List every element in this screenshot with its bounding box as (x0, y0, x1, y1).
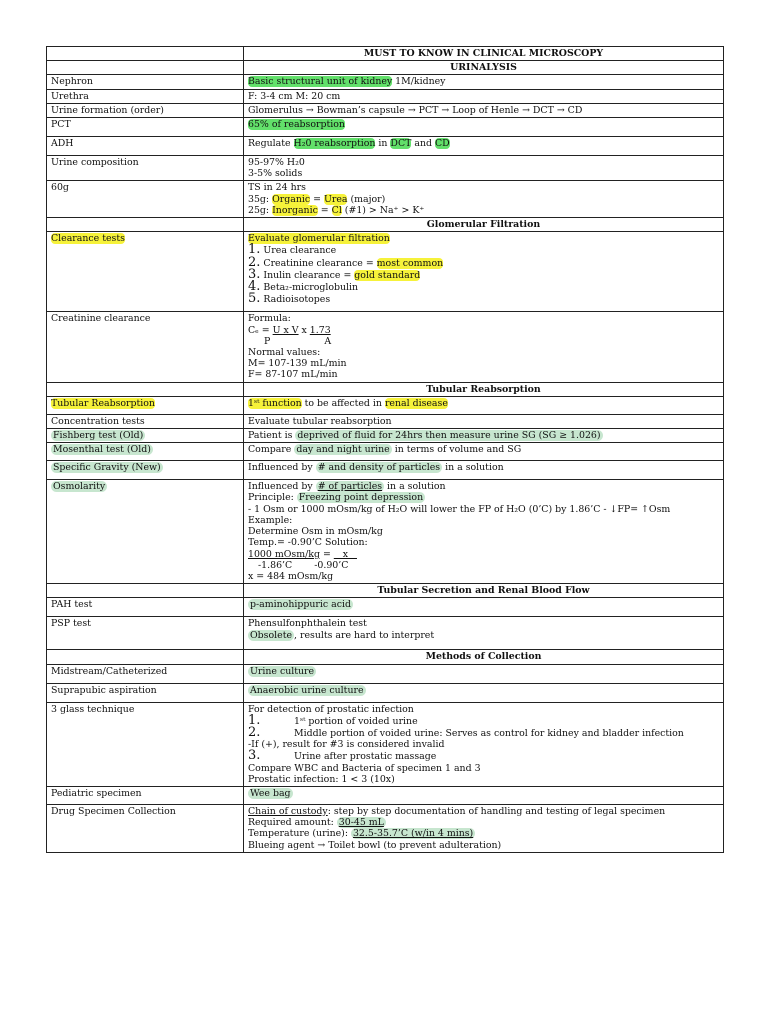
document-title: MUST TO KNOW IN CLINICAL MICROSCOPY (244, 47, 724, 61)
row-psp-test: PSP test Phensulfonphthalein test Obsolete , results are hard to interpret (47, 617, 724, 650)
row-urethra: Urethra F: 3-4 cm M: 20 cm (47, 89, 724, 103)
row-drug-specimen: Drug Specimen Collection Chain of custody: step by step documentation of handling and testing of legal specimen Required amount: 30-45 mL Temperature (urine): 32.5-35.7’C (w/in 4 mins) Blueing agent → Toilet bowl (to prevent adulteration) (47, 804, 724, 852)
row-creatinine-clearance: Creatinine clearance Formula: Cₑ = U x V x 1.73 P A Normal values: M= 107-139 mL/min F= 87-107 mL/min (47, 312, 724, 382)
section-glomerular: Glomerular Filtration (244, 218, 724, 232)
row-3-glass-technique: 3 glass technique For detection of prostatic infection 1. 1ˢᵗ portion of voided urine 2. Middle portion of voided urine: Serves as control for kidney and bladder infection -If (+), result for #3 is considered invalid 3. Urine after prostatic massage Compare WBC and Bacteria of specimen 1 and 3 Prostatic infection: 1 < 3 (10x) (47, 702, 724, 786)
row-urine-formation: Urine formation (order) Glomerulus → Bowman’s capsule → PCT → Loop of Henle → DCT → CD (47, 103, 724, 117)
clinical-microscopy-table (46, 46, 724, 853)
row-nephron: Nephron Basic structural unit of kidney 1M/kidney (47, 75, 724, 89)
row-mosenthal: Mosenthal test (Old) Compare day and night urine in terms of volume and SG (47, 443, 724, 461)
row-concentration-tests: Concentration tests Evaluate tubular reabsorption (47, 414, 724, 428)
section-tubular-reabsorption: Tubular Reabsorption (244, 382, 724, 396)
row-adh: ADH Regulate H₂0 reabsorption in DCT and CD (47, 137, 724, 156)
row-pct: PCT 65% of reabsorption (47, 118, 724, 137)
row-urine-composition: Urine composition 95-97% H₂0 3-5% solids (47, 156, 724, 181)
row-60g: 60g TS in 24 hrs 35g: Organic = Urea (major) 25g: Inorganic = Cl (#1) > Na⁺ > K⁺ (47, 181, 724, 218)
row-pah-test: PAH test p-aminohippuric acid (47, 598, 724, 617)
row-midstream: Midstream/Catheterized Urine culture (47, 664, 724, 683)
row-clearance-tests: Clearance tests Evaluate glomerular filtration 1. Urea clearance 2. Creatinine clearance = most common 3. Inulin clearance = gold standard 4. Beta₂-microglobulin 5. Radioisotopes (47, 232, 724, 312)
row-osmolarity: Osmolarity Influenced by # of particles in a solution Principle: Freezing point depression - 1 Osm or 1000 mOsm/kg of H₂O will lower the FP of H₂O (0’C) by 1.86’C - ↓FP= ↑Osm Example: Determine Osm in mOsm/kg Temp.= -0.90’C Solution: 1000 mOsm/kg = x -1.86’C -0.90’C x = 484 mOsm/kg (47, 480, 724, 584)
row-pediatric: Pediatric specimen Wee bag (47, 786, 724, 804)
row-suprapubic: Suprapubic aspiration Anaerobic urine culture (47, 683, 724, 702)
section-methods-of-collection: Methods of Collection (244, 650, 724, 664)
row-fishberg: Fishberg test (Old) Patient is deprived of fluid for 24hrs then measure urine SG (SG ≥ 1.026) (47, 429, 724, 443)
section-tubular-secretion: Tubular Secretion and Renal Blood Flow (244, 584, 724, 598)
row-tubular-reabsorption: Tubular Reabsorption 1ˢᵗ function to be affected in renal disease (47, 396, 724, 414)
row-specific-gravity: Specific Gravity (New) Influenced by # and density of particles in a solution (47, 461, 724, 480)
section-urinalysis: URINALYSIS (244, 61, 724, 75)
